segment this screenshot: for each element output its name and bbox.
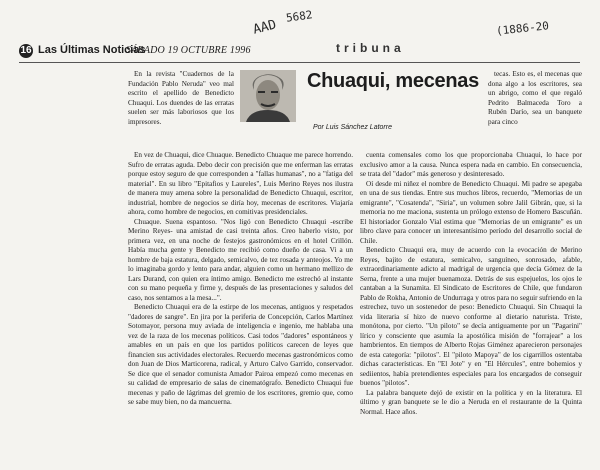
portrait-image — [240, 70, 296, 122]
handwritten-note: 5682 — [285, 8, 314, 25]
handwritten-note: AAD — [251, 17, 278, 38]
issue-date: SÁBADO 19 OCTUBRE 1996 — [126, 45, 251, 56]
paragraph: Benedicto Chuaqui era de la estirpe de los mecenas, antiguos y respetados "dadores de sangre". En jira por la periferia de Concepción, Carlos Martínez Sotomayor, persona muy aviada de inteligencia e ingenio, me hablaba una vez de la raza de los mecenas políticos. Casi todos "dadores" espontáneos y amables en un país en que los partidos políticos carecen de leyes que financien sus actividades electorales. Recuerdo mecenas gastronómicos como don Juan de Dios Marticorena, radical, y Arturo Calvo Garrido, conservador. Se dice que el senador comunista Amador Pairoa empezó como mecenas en su calidad de empresario de salas de cinematógrafo. Benedicto Chuaqui fue mecenas y paño de lágrimas del gremio de los escritores, gremio que, como se sabe muy bien, no da mancuerna. — [128, 303, 353, 406]
paragraph: En vez de Chuaqui, dice Chuaque. Benedicto Chuaque me parece horrendo. Sufro de erratas aguda. Debo decir con precisión que me enferman las erratas porque estoy seguro de que corresponden a "fallas humanas", no a "fatiga del material". En su libro "Epitafios y Laureles", Luis Merino Reyes nos ilustra de manera muy amena sobre la personalidad de Benedicto Chuaqui, escritor, industrial, hombre de negocios se diría hoy, mecenas de escritores. Viajaría ahora, como hombre de negocios, en comitivas presidenciales. — [128, 151, 353, 216]
paragraph: Benedicto Chuaqui era, muy de acuerdo con la evocación de Merino Reyes, bajito de estatura, semicalvo, sanguíneo, sonrosado, afable, extraordinariamente adicto al madrigal de urgencia que decía Gómez de la Serna, frente a una mujer buenamoza. Detrás de sus espejuelos, los ojos le cantaban a la Sunamita. El Sindicato de Escritores de Chile, que fundaron Pablo de Rokha, Antonio de Undurraga y otros para no seguir sufriendo en la estrechez, tuvo un sostenedor de peso: Benedicto Chuaqui. Sin Chuaqui la vida literaria sí hizo de nuevo conforme al dietario naturista. Triste, monótona, por cierto. "Un piloto" se decía antiguamente por un "Pagarini" lírico y consciente que asumía la apostólica misión de "forrajear" a los hambrientos. En tiempos de Alberto Rojas Giménez aparecieron personajes de esta categoría: "pilotos". El "piloto Mapoya" de los cigarrillos ostentaba dichas características. En "El Jote" y en "El Hércules", entre bohemios y sediientos, había pretendientes especiales para los encargados de conseguir buenos "pilotos". — [360, 246, 582, 387]
paragraph: La palabra banquete dejó de existir en la política y en la literatura. El último y gran banquete se le dio a Neruda en el restaurante de la Quinta Normal. Hace años. — [360, 388, 582, 416]
article-title: Chuaqui, mecenas — [307, 70, 479, 92]
article-column-left — [128, 151, 353, 454]
header-rule — [19, 62, 580, 63]
paragraph: Chuaque. Suena espantoso. "Nos ligó con Benedicto Chuaqui -escribe Merino Reyes- una amistad de casi treinta años. Creo haberlo visto, por primera vez, en una noche de festejos gastronómicos en el hotel Crillón. Había mucha gente y Benedicto me recibió como dueño de casa. Vi a un hombre de baja estatura, delgado, semicalvo, de tez rosada y anteojos. Yo me lo imaginaba gordo y lento para andar, alguien como un hermano mellizo de Lars Durand, con quien era íntimo amigo. Benedicto me estrechó al instante con su mano pequeña y firme y, después de las presentaciones y saludos del caso, nos sentamos a la mesa...". — [128, 217, 353, 302]
page-number: 16 — [20, 45, 32, 56]
section-title: tribuna — [336, 41, 405, 55]
handwritten-note: (1886-20 — [495, 19, 550, 38]
newspaper-name: Las Últimas Noticias — [38, 44, 146, 56]
paragraph: cuenta comensales como los que proporcionaba Chuaqui, lo hace por exclusivo amor a la causa. Nunca espera nada en cambio. En consecuencia, se trata del "dador" más generoso y desinteresado. — [360, 151, 582, 178]
author-photo — [240, 70, 296, 122]
article-byline: Por Luis Sánchez Latorre — [313, 124, 392, 131]
paragraph: tecas. Esto es, el mecenas que dona algo a los escritores, sea un abrigo, como el que regaló Pedrito Balmaceda Toro a Rubén Darío, sea un banquete para cinco — [488, 70, 582, 126]
paragraph: Oí desde mi niñez el nombre de Benedicto Chuaqui. Mi padre se apegaba en una de sus tiendas. Entre sus muchos libros, recuerdo, "Memorias de un emigrante", "Cosatenda", "Siria", un volumen sobre Jalil Gibrán, que, si la memoria no me maciona, sustenta un prólogo extenso de Homero Bascuñán. El historiador Gonzalo Vial estima que "Memorias de un emigrante" es un libro clave para conocer un interesantísimo período del desarrollo social de Chile. — [360, 179, 582, 245]
paragraph: En la revista "Cuadernos de la Fundación Pablo Neruda" veo mal escrito el apellido de Benedicto Chuaqui. Los duendes de las erratas suelen ser más laboriosos que los impresores. — [128, 70, 234, 126]
article-column-right — [360, 151, 582, 454]
article-intro-right — [488, 70, 582, 151]
article-intro-left — [128, 70, 234, 151]
